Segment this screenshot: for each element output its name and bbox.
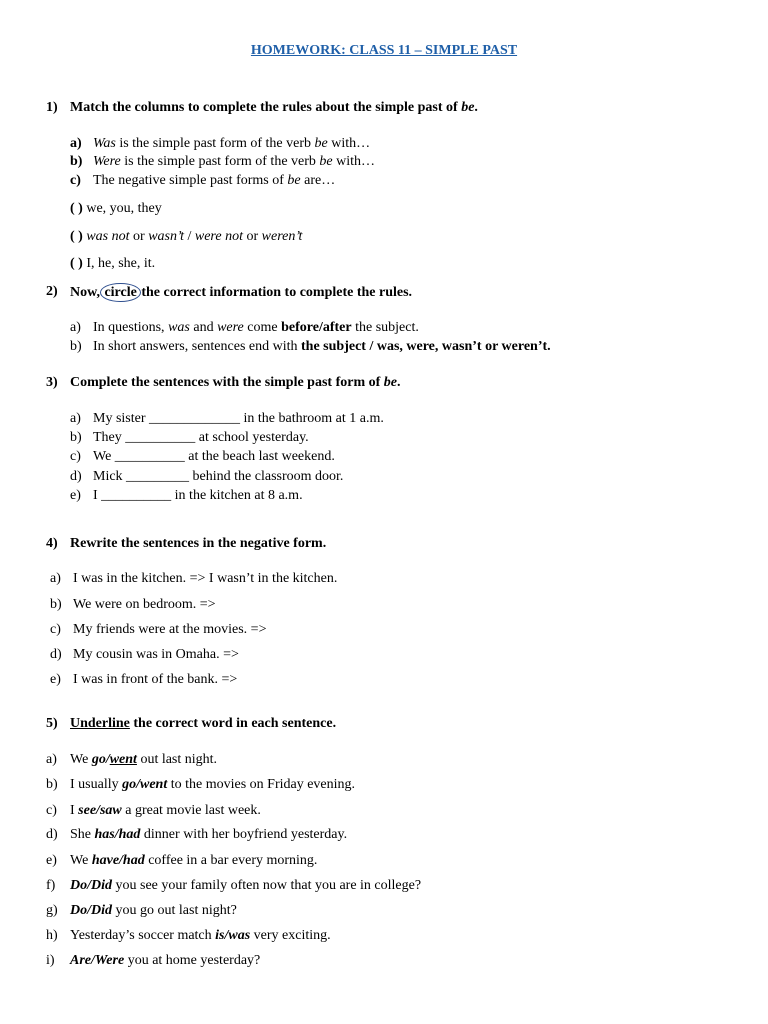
q3-item: I __________ in the kitchen at 8 a.m. [93,488,303,503]
q1-item-letter: a) [70,136,82,151]
q5-item: We have/had coffee in a bar every morning. [70,853,318,868]
q5-item-letter: b) [46,777,58,792]
q2-item: In short answers, sentences end with the subject / was, were, wasn’t or weren’t. [93,339,551,354]
q3-item: We __________ at the beach last weekend. [93,449,335,464]
q3-instruction: Complete the sentences with the simple past form of be. [70,375,401,390]
q5-item: She has/had dinner with her boyfriend yesterday. [70,827,348,842]
q4-instruction: Rewrite the sentences in the negative form. [70,536,327,551]
q2-item-letter: a) [70,320,81,335]
q1-match-row: ( ) was not or wasn’t / were not or weren’t [70,229,303,244]
q2-item: In questions, was and were come before/after the subject. [93,320,419,335]
q1-item: Were is the simple past form of the verb be with… [93,154,376,169]
q4-item-letter: b) [50,597,62,612]
q5-item: I usually go/went to the movies on Friday evening. [70,777,356,792]
q5-item-letter: h) [46,928,58,943]
q5-item: Are/Were you at home yesterday? [70,953,261,968]
q5-item-letter: d) [46,827,58,842]
q2-instruction: Now, circle the correct information to complete the rules. [70,285,413,300]
q5-item-letter: i) [46,953,55,968]
q5-item: We go/went out last night. [70,752,218,767]
q4-item: I was in front of the bank. => [73,672,238,687]
q3-item: They __________ at school yesterday. [93,430,309,445]
q3-item-letter: b) [70,430,82,445]
q1-number: 1) [46,100,58,115]
q5-item: Do/Did you go out last night? [70,903,237,918]
q3-item: My sister _____________ in the bathroom at 1 a.m. [93,411,384,426]
q5-item-letter: a) [46,752,57,767]
q3-item-letter: a) [70,411,81,426]
q2-item-letter: b) [70,339,82,354]
q1-item-letter: b) [70,154,83,169]
q4-item-letter: c) [50,622,61,637]
q1-item: Was is the simple past form of the verb be with… [93,136,371,151]
circled-word: circle [100,283,140,302]
q5-item: Do/Did you see your family often now that you are in college? [70,878,422,893]
q5-item: Yesterday’s soccer match is/was very exciting. [70,928,331,943]
q4-item-letter: d) [50,647,62,662]
q1-item-letter: c) [70,173,81,188]
q3-number: 3) [46,375,58,390]
q5-number: 5) [46,716,58,731]
q1-match-row: ( ) we, you, they [70,201,162,216]
q5-item-letter: f) [46,878,56,893]
q4-number: 4) [46,536,58,551]
q4-item-letter: e) [50,672,61,687]
page-title: HOMEWORK: CLASS 11 – SIMPLE PAST [250,43,518,58]
q4-item: I was in the kitchen. => I wasn’t in the kitchen. [73,571,338,586]
q5-item-letter: c) [46,803,57,818]
q4-item: My cousin was in Omaha. => [73,647,239,662]
q1-item: The negative simple past forms of be are… [93,173,336,188]
q3-item-letter: c) [70,449,81,464]
q4-item-letter: a) [50,571,61,586]
q1-instruction: Match the columns to complete the rules about the simple past of be. [70,100,478,115]
q2-number: 2) [46,284,58,299]
q3-item: Mick _________ behind the classroom door. [93,469,344,484]
q5-item: I see/saw a great movie last week. [70,803,261,818]
q3-item-letter: d) [70,469,82,484]
q1-match-row: ( ) I, he, she, it. [70,256,156,271]
q4-item: We were on bedroom. => [73,597,216,612]
q3-item-letter: e) [70,488,81,503]
q5-item-letter: e) [46,853,57,868]
q5-item-letter: g) [46,903,58,918]
q4-item: My friends were at the movies. => [73,622,267,637]
q5-instruction: Underline the correct word in each sentence. [70,716,337,731]
